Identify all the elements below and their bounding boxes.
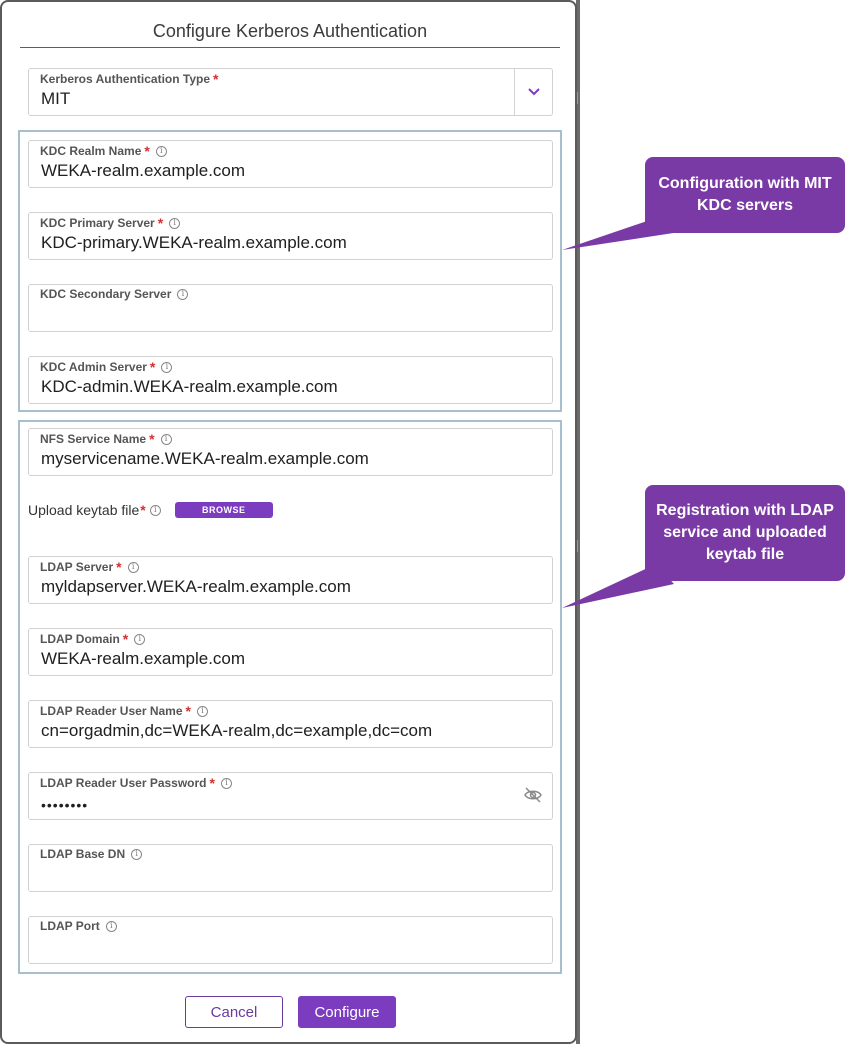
chevron-down-icon[interactable] bbox=[514, 69, 552, 115]
browse-button[interactable]: BROWSE bbox=[175, 502, 273, 518]
required-asterisk: * bbox=[185, 703, 191, 719]
dialog-title: Configure Kerberos Authentication bbox=[20, 16, 560, 48]
info-icon[interactable]: i bbox=[150, 505, 161, 516]
ldap-server-field[interactable] bbox=[28, 556, 553, 604]
kdc-realm-label: KDC Realm Name bbox=[40, 144, 142, 158]
kdc-admin-field[interactable] bbox=[28, 356, 553, 404]
required-asterisk: * bbox=[149, 359, 156, 375]
kdc-realm-field[interactable] bbox=[28, 140, 553, 188]
cancel-button[interactable]: Cancel bbox=[185, 996, 283, 1028]
ldap-domain-label: LDAP Domain bbox=[40, 632, 120, 646]
kdc-primary-label: KDC Primary Server bbox=[40, 216, 155, 230]
auth-type-value: MIT bbox=[41, 89, 71, 108]
info-icon[interactable]: i bbox=[177, 289, 188, 300]
kdc-secondary-field[interactable] bbox=[28, 284, 553, 332]
kdc-primary-field[interactable] bbox=[28, 212, 553, 260]
ldap-reader-password-field[interactable] bbox=[28, 772, 553, 820]
kdc-admin-label: KDC Admin Server bbox=[40, 360, 147, 374]
ldap-reader-password-value: •••••••• bbox=[41, 797, 89, 813]
ldap-port-label: LDAP Port bbox=[40, 919, 100, 933]
info-icon[interactable]: i bbox=[197, 706, 208, 717]
kdc-realm-value: WEKA-realm.example.com bbox=[41, 161, 246, 180]
required-asterisk: * bbox=[116, 559, 122, 575]
ldap-reader-user-field[interactable] bbox=[28, 700, 553, 748]
required-asterisk: * bbox=[144, 143, 150, 159]
callout-kdc: Configuration with MIT KDC servers bbox=[645, 157, 845, 233]
ldap-reader-user-value: cn=orgadmin,dc=WEKA-realm,dc=example,dc=com bbox=[41, 721, 433, 740]
info-icon[interactable]: i bbox=[106, 921, 117, 932]
kdc-admin-value: KDC-admin.WEKA-realm.example.com bbox=[41, 377, 338, 396]
kdc-secondary-label: KDC Secondary Server bbox=[40, 287, 172, 301]
nfs-service-field[interactable] bbox=[28, 428, 553, 476]
info-icon[interactable]: i bbox=[131, 849, 142, 860]
info-icon[interactable]: i bbox=[169, 218, 180, 229]
ldap-reader-user-label: LDAP Reader User Name bbox=[40, 704, 183, 718]
nfs-service-label: NFS Service Name bbox=[40, 432, 147, 446]
ldap-base-dn-field[interactable] bbox=[28, 844, 553, 892]
info-icon[interactable]: i bbox=[161, 434, 172, 445]
nfs-service-value: myservicename.WEKA-realm.example.com bbox=[41, 449, 369, 468]
upload-keytab-label: Upload keytab file bbox=[28, 502, 140, 518]
info-icon[interactable]: i bbox=[156, 146, 167, 157]
upload-keytab-row bbox=[28, 498, 273, 522]
ldap-domain-value: WEKA-realm.example.com bbox=[41, 649, 246, 668]
info-icon[interactable]: i bbox=[161, 362, 172, 373]
ldap-server-label: LDAP Server bbox=[40, 560, 114, 574]
info-icon[interactable]: i bbox=[134, 634, 145, 645]
ldap-port-field[interactable] bbox=[28, 916, 553, 964]
required-asterisk: * bbox=[140, 502, 146, 518]
info-icon[interactable]: i bbox=[221, 778, 232, 789]
kdc-primary-value: KDC-primary.WEKA-realm.example.com bbox=[41, 233, 347, 252]
ldap-server-value: myldapserver.WEKA-realm.example.com bbox=[41, 577, 351, 596]
configure-button[interactable]: Configure bbox=[298, 996, 396, 1028]
auth-type-select[interactable] bbox=[28, 68, 553, 116]
required-asterisk: * bbox=[209, 775, 215, 791]
callout-ldap: Registration with LDAP service and uploaded keytab file bbox=[645, 485, 845, 581]
ldap-base-dn-label: LDAP Base DN bbox=[40, 847, 126, 861]
required-asterisk: * bbox=[122, 631, 129, 647]
eye-off-icon[interactable] bbox=[524, 787, 542, 808]
required-asterisk: * bbox=[213, 71, 219, 87]
auth-type-label: Kerberos Authentication Type bbox=[40, 72, 211, 86]
ldap-reader-password-label: LDAP Reader User Password bbox=[40, 776, 207, 790]
required-asterisk: * bbox=[149, 431, 155, 447]
ldap-domain-field[interactable] bbox=[28, 628, 553, 676]
info-icon[interactable]: i bbox=[128, 562, 139, 573]
required-asterisk: * bbox=[157, 215, 164, 231]
